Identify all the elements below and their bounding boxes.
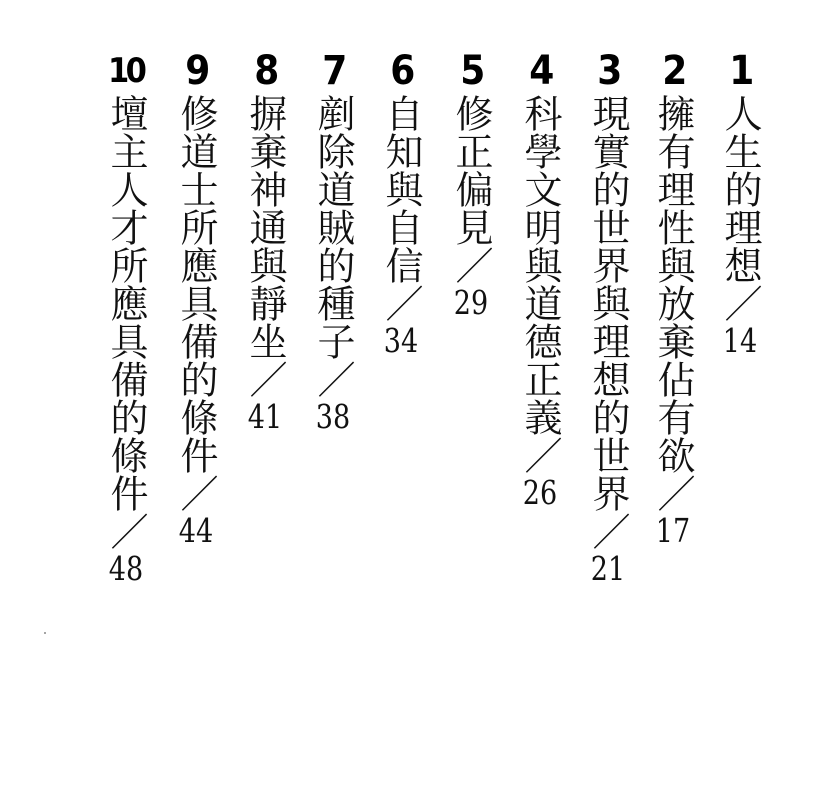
- toc-entry-7[interactable]: [308, 48, 358, 436]
- entry-title: 摒棄神通與靜坐／: [243, 94, 287, 398]
- entry-number: 5: [459, 48, 483, 94]
- entry-number: 2: [661, 48, 685, 94]
- scan-speck: [44, 632, 46, 634]
- toc-entry-2[interactable]: [648, 48, 698, 550]
- entry-page-number: 21: [590, 549, 626, 588]
- entry-title: 擁有理性與放棄佔有欲／: [651, 94, 695, 512]
- toc-entry-3[interactable]: [583, 48, 633, 588]
- entry-number: 9: [184, 48, 208, 94]
- entry-title: 人生的理想／: [718, 94, 762, 322]
- toc-entry-8[interactable]: [240, 48, 290, 436]
- entry-page-number: 48: [108, 549, 144, 588]
- toc-entry-4[interactable]: [515, 48, 565, 512]
- entry-page-number: 34: [383, 321, 419, 360]
- entry-page-number: 44: [178, 511, 214, 550]
- entry-page-number: 14: [722, 321, 758, 360]
- entry-number: 3: [596, 48, 620, 94]
- entry-title: 修正偏見／: [449, 94, 493, 284]
- entry-page-number: 38: [315, 397, 351, 436]
- toc-entry-10[interactable]: [101, 48, 151, 588]
- entry-page-number: 17: [655, 511, 691, 550]
- entry-page-number: 29: [453, 283, 489, 322]
- entry-title: 現實的世界與理想的世界／: [586, 94, 630, 550]
- entry-page-number: 26: [522, 473, 558, 512]
- entry-title: 修道士所應具備的條件／: [174, 94, 218, 512]
- entry-title: 科學文明與道德正義／: [518, 94, 562, 474]
- entry-number: 1: [728, 48, 752, 94]
- entry-number: 7: [321, 48, 345, 94]
- toc-entry-6[interactable]: [376, 48, 426, 360]
- entry-number: 4: [528, 48, 552, 94]
- entry-number: 10: [108, 51, 144, 91]
- entry-title: 自知與自信／: [379, 94, 423, 322]
- entry-number: 8: [253, 48, 277, 94]
- entry-title: 剷除道賊的種子／: [311, 94, 355, 398]
- entry-number: 6: [389, 48, 413, 94]
- toc-entry-9[interactable]: [171, 48, 221, 550]
- entry-title: 壇主人才所應具備的條件／: [104, 94, 148, 550]
- toc-entry-1[interactable]: [715, 48, 765, 360]
- entry-page-number: 41: [247, 397, 283, 436]
- toc-entry-5[interactable]: [446, 48, 496, 322]
